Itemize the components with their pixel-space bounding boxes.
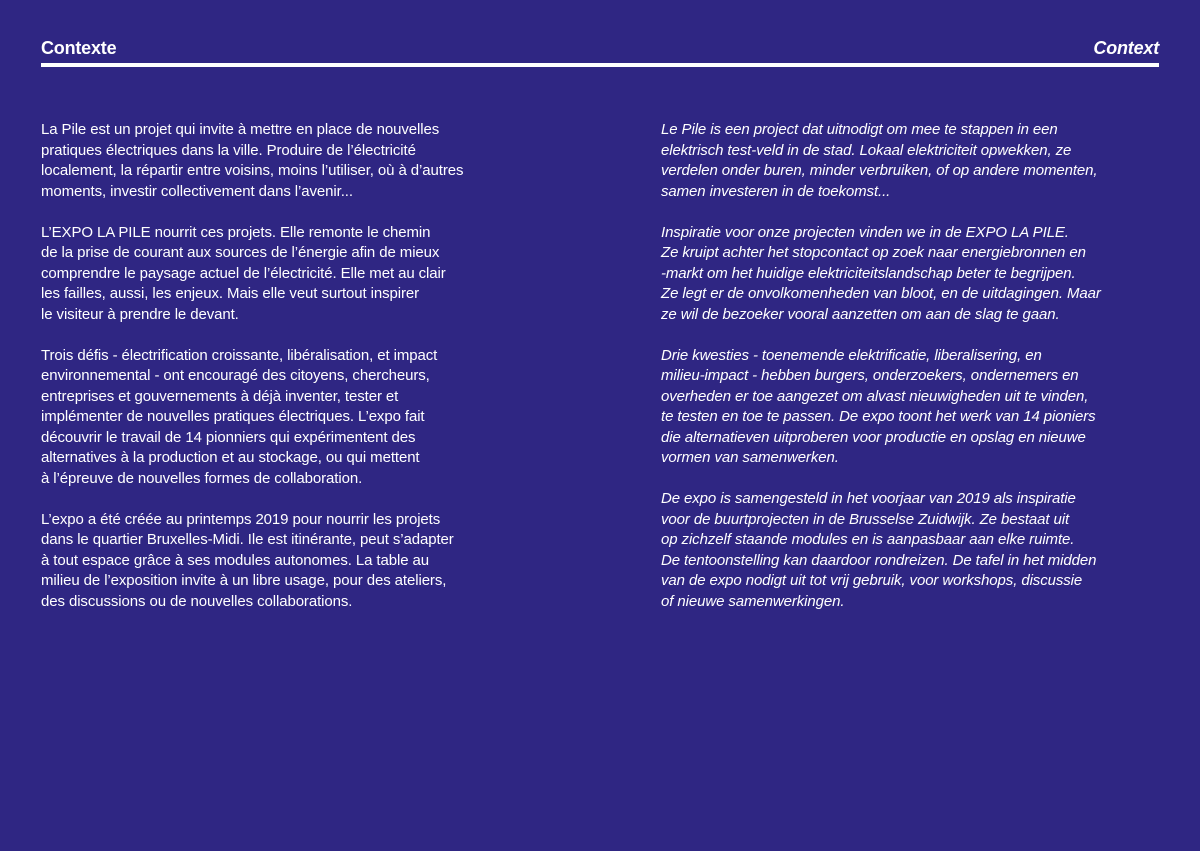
dutch-paragraph-3: Drie kwesties - toenemende elektrificatie, liberalisering, en milieu-impact - hebben burgers, onderzoekers, ondernemers en overheden er toe aangezet om alvast nieuwigheden uit te vinden, te testen en toe te passen. De expo toont het werk van 14 pioniers die alternatieven uitproberen voor productie en opslag en nieuwe vormen van samenwerken. [661,346,1096,466]
french-paragraph-3: Trois défis - électrification croissante, libéralisation, et impact environnemental - ont encouragé des citoyens, chercheurs, entreprises et gouvernements à déjà inventer, tester et implémenter de nouvelles pratiques électriques. L’expo fait découvrir le travail de 14 pionniers qui expérimentent des alternatives à la production et au stockage, ou qui mettent à l’épreuve de nouvelles formes de collaboration. [41,346,438,487]
french-text-column [41,120,571,633]
header-title-dutch: Context [1093,38,1159,58]
dutch-paragraph-1: Le Pile is een project dat uitnodigt om mee te stappen in een elektrisch test-veld in de stad. Lokaal elektriciteit opwekken, ze verdelen onder buren, minder verbruiken, of op andere momenten, samen investeren in de toekomst... [661,121,1098,200]
header-title-french: Contexte [41,38,117,58]
page-header [41,38,1159,60]
header-divider [41,63,1159,67]
dutch-paragraph-4: De expo is samengesteld in het voorjaar van 2019 als inspiratie voor de buurtprojecten in de Brusselse Zuidwijk. Ze bestaat uit op zichzelf staande modules en is aanpasbaar aan elke ruimte. De tentoonstelling kan daardoor rondreizen. De tafel in het midden van de expo nodigt uit tot vrij gebruik, voor workshops, discussie of nieuwe samenwerkingen. [661,490,1097,610]
french-paragraph-4: L’expo a été créée au printemps 2019 pour nourrir les projets dans le quartier Bruxelles-Midi. Ile est itinérante, peut s’adapter à tout espace grâce à ses modules autonomes. La table au milieu de l’exposition invite à un libre usage, pour des ateliers, des discussions ou de nouvelles collaborations. [41,510,454,610]
dutch-text-column [661,120,1191,633]
dutch-paragraph-2: Inspiratie voor onze projecten vinden we in de EXPO LA PILE. Ze kruipt achter het stopcontact op zoek naar energiebronnen en -markt om het huidige elektriciteitslandschap beter te begrijpen. Ze legt er de onvolkomenheden van bloot, en de uitdagingen. Maar ze wil de bezoeker vooral aanzetten om aan de slag te gaan. [661,223,1101,323]
french-paragraph-1: La Pile est un projet qui invite à mettre en place de nouvelles pratiques électriques dans la ville. Produire de l’électricité localement, la répartir entre voisins, moins l’utiliser, où à d’autres moments, investir collectivement dans l’avenir... [41,121,464,200]
french-paragraph-2: L’EXPO LA PILE nourrit ces projets. Elle remonte le chemin de la prise de courant aux sources de l’énergie afin de mieux comprendre le paysage actuel de l’électricité. Elle met au clair les failles, aussi, les enjeux. Mais elle veut surtout inspirer le visiteur à prendre le devant. [41,223,446,323]
